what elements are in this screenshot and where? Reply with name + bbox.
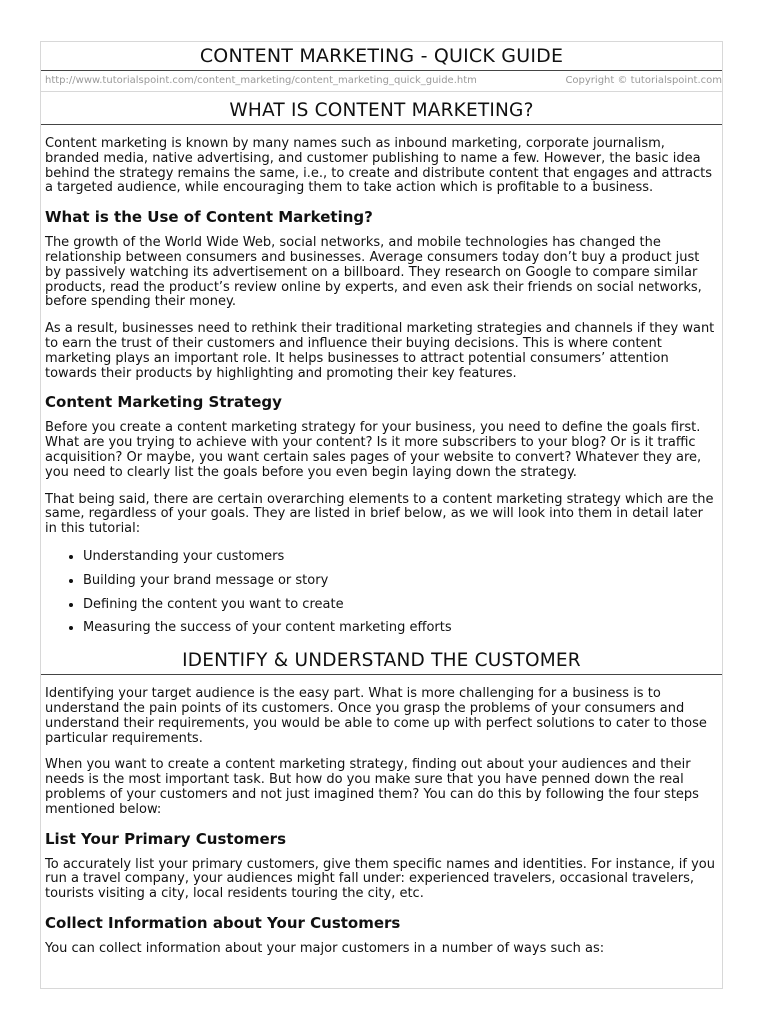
heading-collect-information: Collect Information about Your Customers (45, 913, 401, 932)
list-item: • Measuring the success of your content marketing efforts (83, 620, 722, 635)
list-item: • Understanding your customers (83, 549, 722, 564)
heading-content-marketing-strategy: Content Marketing Strategy (45, 393, 282, 412)
list-item: • Building your brand message or story (83, 573, 722, 588)
heading-list-primary-customers: List Your Primary Customers (45, 829, 287, 848)
intro-paragraph: Content marketing is known by many names such as inbound marketing, corporate journalism, branded media, native advertising, and customer publishing to name a few. However, the basic idea behind the strategy remains the same, i.e., to create and distribute content that engages and attracts a targeted audience, while encouraging them to take action which is profitable to a business. (45, 136, 712, 196)
identify-paragraph-1: Identifying your target audience is the easy part. What is more challenging for a business is to understand the pain points of its customers. Once you grasp the problems of your consumers and understand their requirements, you would be able to come up with perfect solutions to cater to those particular requirements. (45, 686, 707, 746)
section-title-identify-customer: IDENTIFY & UNDERSTAND THE CUSTOMER (41, 644, 722, 675)
use-paragraph-2: As a result, businesses need to rethink their traditional marketing strategies and channels if they want to earn the trust of their customers and influence their buying decisions. This is where content marketing plays an important role. It helps businesses to attract potential consumers’ attention towards their products by highlighting and promoting their key features. (45, 321, 715, 381)
document-title: CONTENT MARKETING - QUICK GUIDE (41, 42, 722, 71)
strategy-paragraph-1: Before you create a content marketing strategy for your business, you need to define the goals first. What are you trying to achieve with your content? Is it more subscribers to your blog? Or is it traffic acquisition? Or maybe, you want certain sales pages of your website to convert? Whatever they are, you need to clearly list the goals before you even begin laying down the strategy. (45, 420, 702, 480)
identify-paragraph-2: When you want to create a content marketing strategy, finding out about your audiences and their needs is the most important task. But how do you make sure that you have penned down the real problems of your customers and not just imagined them? You can do this by following the four steps mentioned below: (45, 757, 699, 817)
list-item: • Defining the content you want to create (83, 597, 722, 612)
url-bar (41, 71, 722, 92)
document-page (40, 41, 723, 989)
heading-use-of-content-marketing: What is the Use of Content Marketing? (45, 208, 373, 227)
strategy-paragraph-2: That being said, there are certain overarching elements to a content marketing strategy which are the same, regardless of your goals. They are listed in brief below, as we will look into them in detail later in this tutorial: (45, 491, 714, 537)
source-url[interactable]: http://www.tutorialspoint.com/content_marketing/content_marketing_quick_guide.htm (45, 75, 477, 86)
use-paragraph-1: The growth of the World Wide Web, social networks, and mobile technologies has changed the relationship between consumers and businesses. Average consumers today don’t buy a product just by passively watching its advertisement on a billboard. They research on Google to compare similar products, read the product’s review online by experts, and even ask their friends on social networks, before spending their money. (45, 235, 702, 310)
strategy-bullet-list (45, 549, 722, 635)
primary-customers-paragraph: To accurately list your primary customers, give them specific names and identities. For instance, if you run a travel company, your audiences might fall under: experienced travelers, occasional travelers, tourists visiting a city, local residents touring the city, etc. (45, 856, 715, 902)
collect-information-paragraph: You can collect information about your major customers in a number of ways such as: (45, 940, 605, 956)
copyright-notice: Copyright © tutorialspoint.com (565, 75, 722, 86)
section-title-what-is: WHAT IS CONTENT MARKETING? (41, 92, 722, 125)
